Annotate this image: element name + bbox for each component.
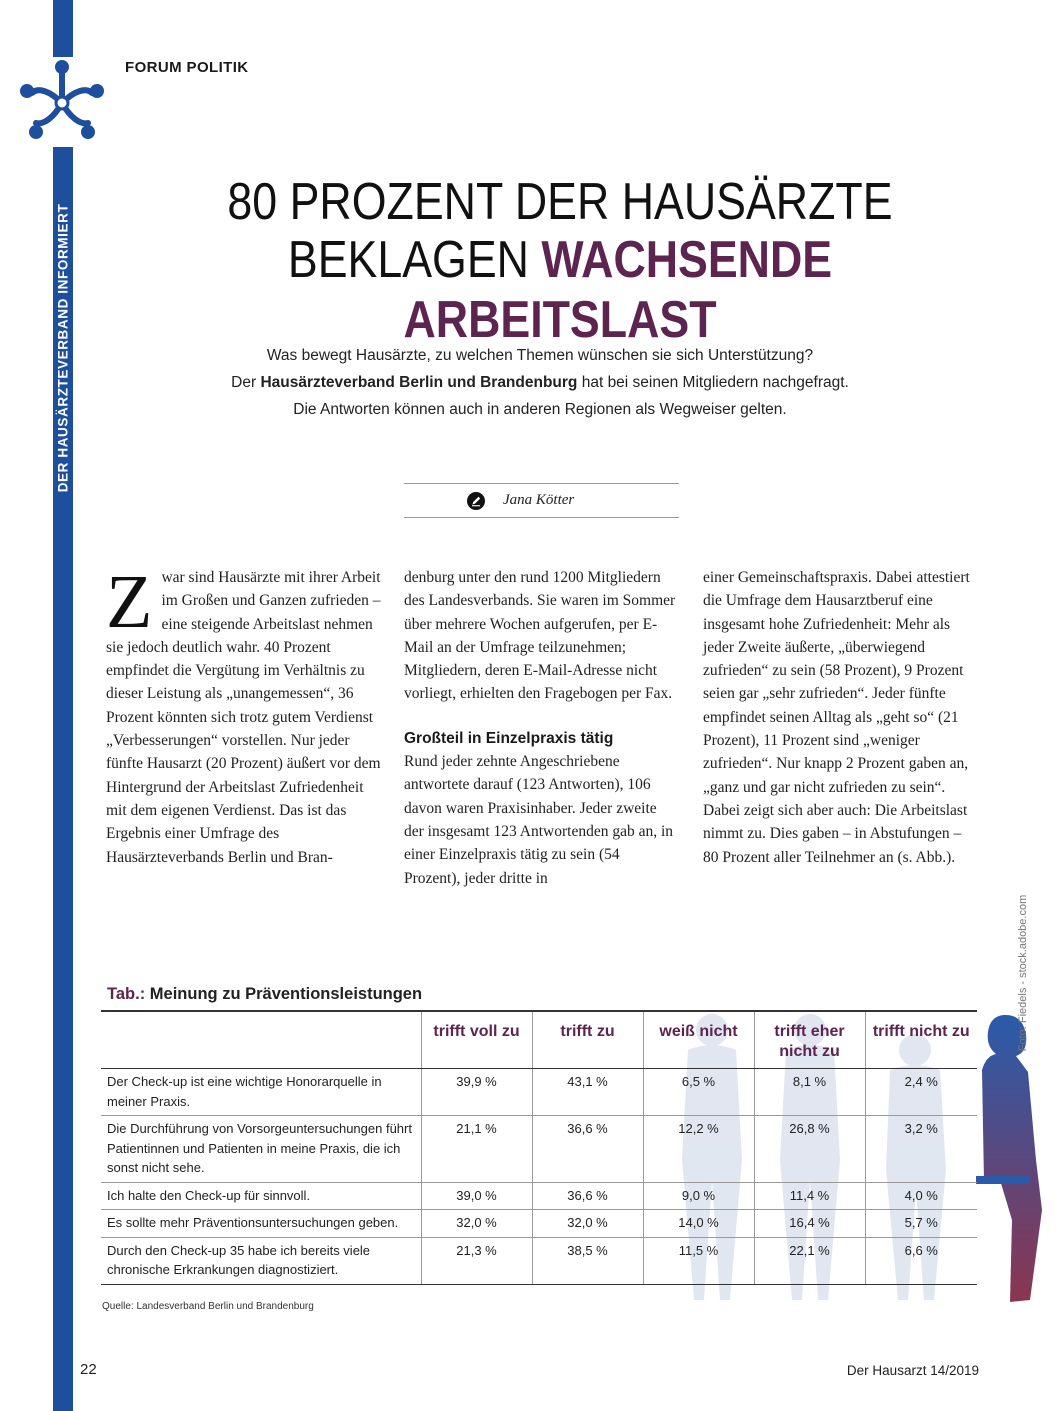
lead-paragraph — [120, 342, 960, 423]
headline-line-1: 80 PROZENT DER HAUSÄRZTE — [227, 173, 893, 231]
lead-line-2: Der Hausärzteverband Berlin und Brandenburg hat bei seinen Mitgliedern nachgefragt. — [231, 374, 849, 391]
table-source: Quelle: Landesverband Berlin und Brandenburg — [102, 1301, 314, 1312]
value-cell: 16,4 % — [754, 1210, 865, 1238]
table-title-prefix: Tab.: — [107, 985, 146, 1003]
value-cell: 4,0 % — [865, 1182, 977, 1210]
value-cell: 8,1 % — [754, 1069, 865, 1116]
value-cell: 22,1 % — [754, 1237, 865, 1284]
value-cell: 2,4 % — [865, 1069, 977, 1116]
value-cell: 32,0 % — [532, 1210, 643, 1238]
value-cell: 43,1 % — [532, 1069, 643, 1116]
lead-emphasis: Hausärzteverband Berlin und Brandenburg — [260, 374, 578, 391]
article-text: war sind Hausärzte mit ihrer Arbeit im Großen und Ganzen zufrieden – eine steigende Arbeitslast nehmen sie jedoch deutlich wahr. 40 Prozent empfindet die Vergütung im Verhältnis zu dieser Leistung als „unangemessen“, 36 Prozent könnten sich trotz gutem Verdienst „Verbesserungen“ vorstellen. Nur jeder fünfte Hausarzt (20 Prozent) äußert vor dem Hintergrund der Arbeitslast Zufriedenheit mit dem eigenen Verdienst. Das ist das Ergebnis einer Umfrage des Hausärzteverbands Berlin und Bran- — [106, 569, 381, 866]
photo-credit: Foto: Fiedels - stock.adobe.com — [1017, 894, 1029, 1051]
statement-cell: Es sollte mehr Präventionsuntersuchungen geben. — [101, 1210, 421, 1238]
value-cell: 32,0 % — [421, 1210, 532, 1238]
value-cell: 9,0 % — [643, 1182, 754, 1210]
table-row — [101, 1210, 977, 1238]
lead-line-1: Was bewegt Hausärzte, zu welchen Themen wünschen sie sich Unterstützung? — [266, 347, 814, 364]
article-column-2 — [404, 566, 679, 890]
table-header-cell: trifft nicht zu — [865, 1011, 977, 1069]
table-row — [101, 1116, 977, 1183]
headline-plain: BEKLAGEN — [287, 231, 542, 289]
value-cell: 12,2 % — [643, 1116, 754, 1183]
article-column-3 — [703, 566, 978, 869]
statement-cell: Der Check-up ist eine wichtige Honorarquelle in meiner Praxis. — [101, 1069, 421, 1116]
table-header-row — [101, 1011, 977, 1069]
article-subheading: Großteil in Einzelpraxis tätig — [404, 729, 614, 747]
issue-label: Der Hausarzt 14/2019 — [846, 1363, 979, 1378]
table-header-cell: trifft eher nicht zu — [754, 1011, 865, 1069]
statement-cell: Ich halte den Check-up für sinnvoll. — [101, 1182, 421, 1210]
statement-cell: Die Durchführung von Vorsorgeuntersuchungen führt Patientinnen und Patienten in meine Praxis, die ich sonst nicht sehe. — [101, 1116, 421, 1183]
pen-icon — [467, 492, 485, 510]
value-cell: 21,3 % — [421, 1237, 532, 1284]
headline-accent: WACHSENDE ARBEITSLAST — [403, 231, 833, 349]
statement-cell: Durch den Check-up 35 habe ich bereits viele chronische Erkrankungen diagnostiziert. — [101, 1237, 421, 1284]
association-logo — [14, 57, 110, 147]
value-cell: 14,0 % — [643, 1210, 754, 1238]
table-header-cell — [101, 1011, 421, 1069]
page-number: 22 — [80, 1361, 97, 1378]
article-text: denburg unter den rund 1200 Mitgliedern des Landesverbands. Sie waren im Sommer über mehrere Wochen aufgerufen, per E-Mail an der Umfrage teilzunehmen; Mitgliedern, deren E-Mail-Adresse nicht vorliegt, erhielten den Fragebogen per Fax. — [404, 569, 676, 703]
value-cell: 11,4 % — [754, 1182, 865, 1210]
value-cell: 3,2 % — [865, 1116, 977, 1183]
value-cell: 26,8 % — [754, 1116, 865, 1183]
value-cell: 6,6 % — [865, 1237, 977, 1284]
table-header-cell: trifft zu — [532, 1011, 643, 1069]
value-cell: 11,5 % — [643, 1237, 754, 1284]
byline — [404, 483, 679, 518]
value-cell: 36,6 % — [532, 1182, 643, 1210]
article-text: Rund jeder zehnte Angeschriebene antwortete darauf (123 Antworten), 106 davon waren Praxisinhaber. Jeder zweite der insgesamt 123 Antwortenden gab an, in einer Einzelpraxis tätig zu sein (54 Prozent), jeder dritte in — [404, 753, 674, 887]
sidebar-label: DER HAUSÄRZTEVERBAND INFORMIERT — [55, 203, 71, 492]
author-name: Jana Kötter — [503, 492, 575, 508]
article-column-1 — [106, 560, 381, 869]
drop-cap: Z — [106, 560, 153, 644]
value-cell: 39,9 % — [421, 1069, 532, 1116]
value-cell: 36,6 % — [532, 1116, 643, 1183]
value-cell: 21,1 % — [421, 1116, 532, 1183]
table-header-cell: weiß nicht — [643, 1011, 754, 1069]
value-cell: 6,5 % — [643, 1069, 754, 1116]
table-row — [101, 1237, 977, 1284]
value-cell: 39,0 % — [421, 1182, 532, 1210]
table-row — [101, 1069, 977, 1116]
survey-table — [101, 1010, 977, 1285]
lead-line-3: Die Antworten können auch in anderen Regionen als Wegweiser gelten. — [293, 401, 787, 418]
table-title: Tab.: Meinung zu Präventionsleistungen — [107, 985, 423, 1003]
section-label: FORUM POLITIK — [125, 59, 249, 76]
table-row — [101, 1182, 977, 1210]
value-cell: 38,5 % — [532, 1237, 643, 1284]
article-text: einer Gemeinschaftspraxis. Dabei attestiert die Umfrage dem Hausarztberuf eine insgesamt hohe Zufriedenheit: Mehr als jeder Zweite äußerte, „überwiegend zufrieden“ zu sein (58 Prozent), 9 Prozent seien gar „sehr zufrieden“. Jeder fünfte empfindet seinen Alltag als „geht so“ (21 Prozent), 11 Prozent sind „weniger zufrieden“. Nur knapp 2 Prozent gaben an, „ganz und gar nicht zufrieden zu sein“. Dabei zeigt sich aber auch: Die Arbeitslast nimmt zu. Dies gaben – in Abstufungen – 80 Prozent aller Teilnehmer an (s. Abb.). — [703, 569, 970, 866]
headline-line-2 — [130, 230, 990, 350]
value-cell: 5,7 % — [865, 1210, 977, 1238]
table-header-cell: trifft voll zu — [421, 1011, 532, 1069]
